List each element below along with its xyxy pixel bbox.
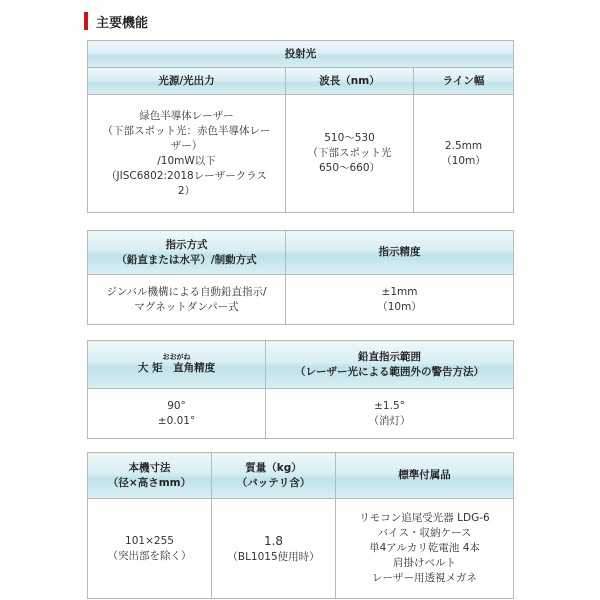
right-angle-header [88, 341, 266, 389]
projection-light-table [87, 40, 514, 213]
line-width-header: ライン幅 [414, 68, 514, 95]
right-angle-label: 大 矩 直角精度 [137, 362, 216, 374]
light-source-header: 光源/光出力 [88, 68, 286, 95]
right-angle-table [87, 340, 514, 439]
projection-light-header: 投射光 [88, 41, 514, 68]
wavelength-value: 510～530 （下部スポット光 650～660） [286, 95, 414, 213]
vertical-range-value: ±1.5° （消灯） [266, 389, 514, 439]
ruby-text: おおがね [162, 353, 191, 361]
indication-accuracy-header: 指示精度 [286, 231, 514, 275]
vertical-range-header: 鉛直指示範囲 （レーザー光による範囲外の警告方法） [266, 341, 514, 389]
light-source-value: 緑色半導体レーザー （下部スポット光：赤色半導体レー ザー） /10mW以下 （JISC6802:2018レーザークラス 2） [88, 95, 286, 213]
section-header [84, 10, 148, 32]
indication-method-table [87, 230, 514, 325]
section-title: 主要機能 [96, 15, 149, 31]
mass-cell [212, 499, 336, 599]
right-angle-value: 90° ±0.01° [88, 389, 266, 439]
mass-header: 質量（kg） （バッテリ含） [212, 453, 336, 499]
dimensions-value: 101×255 （突出部を除く） [88, 499, 212, 599]
accessories-header: 標準付属品 [336, 453, 514, 499]
dimensions-header: 本機寸法 （径×高さmm） [88, 453, 212, 499]
indication-accuracy-value: ±1mm （10m） [286, 275, 514, 325]
accessories-value: リモコン追尾受光器 LDG-6 バイス・収納ケース 単4アルカリ乾電池 4本 肩掛けベルト レーザー用透視メガネ [336, 499, 514, 599]
indication-method-value: ジンバル機構による自動鉛直指示/ マグネットダンパー式 [88, 275, 286, 325]
indication-method-header: 指示方式 （鉛直または水平）/制動方式 [88, 231, 286, 275]
line-width-value: 2.5mm （10m） [414, 95, 514, 213]
dimensions-table [87, 452, 514, 599]
mass-value: 1.8 [263, 534, 284, 548]
section-marker [84, 12, 88, 30]
mass-note: （BL1015使用時） [227, 551, 320, 563]
wavelength-header: 波長（nm） [286, 68, 414, 95]
